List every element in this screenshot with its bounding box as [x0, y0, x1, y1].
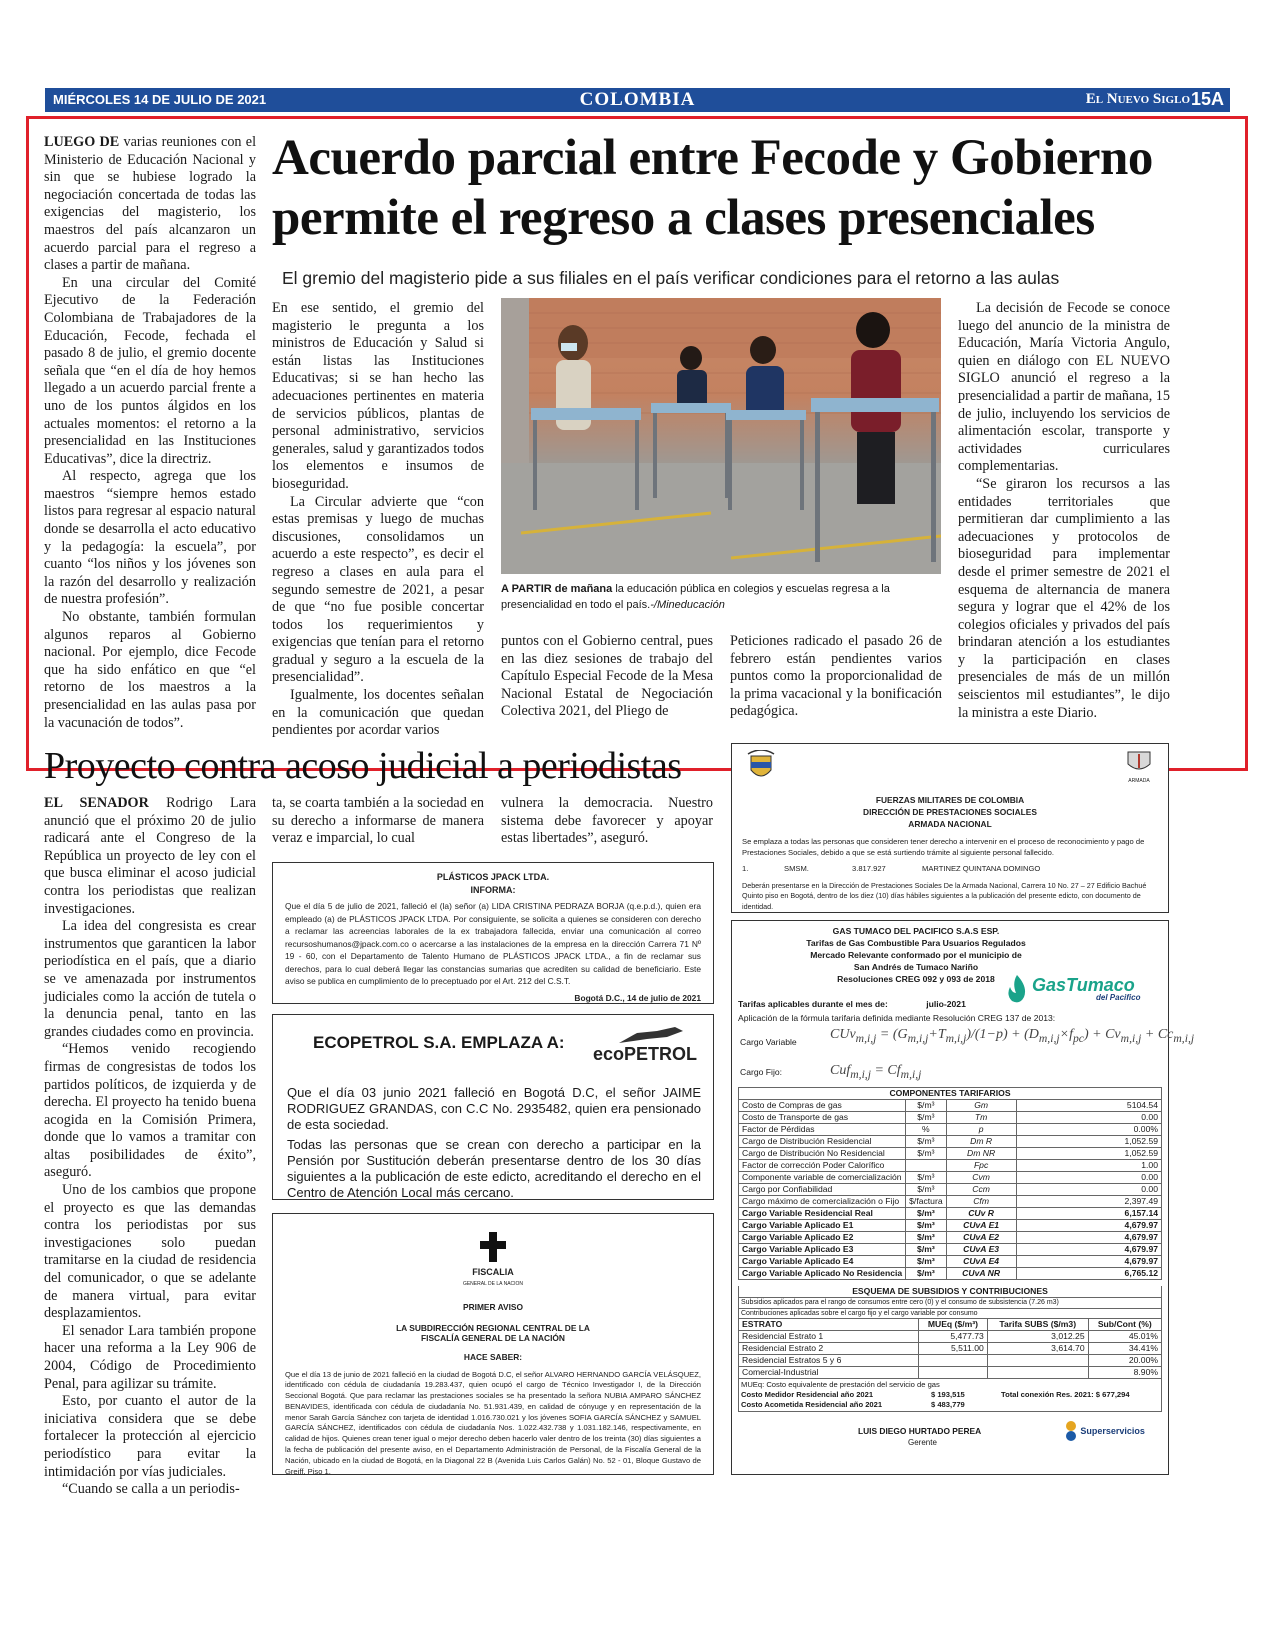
component-value: 1,052.59	[1016, 1148, 1161, 1160]
month-value: julio-2021	[926, 999, 966, 1009]
subsidy-cell: 45.01%	[1088, 1331, 1161, 1343]
armada-crest	[1122, 748, 1156, 784]
subsidy-cell	[919, 1367, 988, 1379]
component-name: Cargo de Distribución Residencial	[739, 1136, 906, 1148]
component-symbol: CUvA E2	[946, 1232, 1016, 1244]
issue-date: MIÉRCOLES 14 DE JULIO DE 2021	[53, 92, 267, 107]
paragraph: La Circular advierte que “con estas premisas y luego de muchas discusiones, consolidamos un acuerdo a este respecto”, es decir el regreso a clases en aula para el segundo semestre de 2021, a pesar de que “no fue posible concertar todos los requerimientos y exigencias que tenían para el retorno gradual y seguro a la escuela de la presencialidad”.	[272, 493, 484, 686]
lead-in: LUEGO DE	[44, 134, 120, 150]
component-row	[739, 1172, 1162, 1184]
component-name: Costo de Compras de gas	[739, 1100, 906, 1112]
photo-credit: -/Mineducación	[650, 599, 725, 611]
paragraph: “Se giraron los recursos a las entidades territoriales que permitieran dar cumplimiento a las adecuaciones y protocolos de bioseguridad para implementar desde el primer semestre de 2021 el esquema de alternancia de manera segura y lograr que el 42% de los colegios oficiales y privados del país brindaran atención a los estudiantes y la participación en clases presenciales de más de un millón seiscientos mil estudiantes”, le dijo la ministra a este Diario.	[958, 475, 1170, 721]
armada-intro: Se emplaza a todas las personas que consideren tener derecho a intervenir en el proceso de reconocimiento y pago de Prestaciones Sociales, debido a que se está surtiendo trámite al siguiente personal fallecido.	[742, 837, 1145, 857]
cost-acometida-row	[741, 1400, 1159, 1410]
subsidy-table	[738, 1318, 1162, 1379]
component-value: 6,157.14	[1016, 1208, 1161, 1220]
gas-line-2: Tarifas de Gas Combustible Para Usuarios Regulados	[806, 938, 1026, 948]
subsidy-cell	[987, 1355, 1088, 1367]
entity-line-1: LA SUBDIRECCIÓN REGIONAL CENTRAL DE LA	[396, 1323, 590, 1333]
component-name: Cargo máximo de comercialización o Fijo	[739, 1196, 906, 1208]
component-row	[739, 1244, 1162, 1256]
component-symbol: Dm NR	[946, 1148, 1016, 1160]
gas-signature	[738, 1412, 1162, 1458]
deceased-row	[742, 863, 1158, 876]
component-value: 4,679.97	[1016, 1256, 1161, 1268]
cost-block	[738, 1379, 1162, 1412]
students-illustration	[501, 298, 941, 574]
notice-body	[287, 1085, 701, 1201]
ecopetrol-wordmark: ecoPETROL	[592, 1044, 697, 1064]
paragraph: varias reuniones con el Ministerio de Educación Nacional y sin que se hubiese logrado la negociación concertada de todas las exigencias del magisterio, los maestros del país alcanzaron un acuerdo parcial para el regreso a clases a partir de mañana.	[44, 134, 257, 274]
paragraph: Todas las personas que se crean con derecho a participar en la Pensión por Sustitución deberán presentarse dentro de los 30 días siguientes a la publicación de este edicto, acreditando el derecho en el Centro de Atención Local más cercano.	[287, 1137, 701, 1200]
paragraph: Que el día 03 junio 2021 falleció en Bogotá D.C, el señor JAIME RODRIGUEZ GRANDAS, con C.C No. 2935482, quien era pensionado de esta sociedad.	[287, 1085, 701, 1132]
component-name: Cargo de Distribución No Residencial	[739, 1148, 906, 1160]
subsidy-cell: 3,012.25	[987, 1331, 1088, 1343]
component-row	[739, 1124, 1162, 1136]
fiscalia-logo	[285, 1232, 701, 1291]
paragraph: La decisión de Fecode se conoce luego del anuncio de la ministra de Educación, María Victoria Angulo, quien en diálogo con EL NUEVO SIGLO anunció el regreso a la presencialidad a partir de mañana, 15 de julio, incluyendo los servicios de alimentación escolar, transporte y actividades curriculares complementarias.	[958, 300, 1170, 475]
subsidy-cell: 34.41%	[1088, 1343, 1161, 1355]
component-unit: $/m³	[906, 1172, 946, 1184]
article1-subheadline: El gremio del magisterio pide a sus filiales en el país verificar condiciones para el retorno a las aulas	[282, 268, 1060, 288]
component-name: Cargo Variable Aplicado E4	[739, 1256, 906, 1268]
component-unit: $/m³	[906, 1100, 946, 1112]
component-value: 6,765.12	[1016, 1268, 1161, 1280]
ecopetrol-logo	[567, 1029, 697, 1065]
subsidy-cell	[987, 1367, 1088, 1379]
lead-in: EL SENADOR	[44, 795, 149, 811]
article2-headline: Proyecto contra acoso judicial a periodistas	[44, 745, 682, 787]
signer-role: Gerente	[908, 1438, 937, 1447]
component-unit: $/m³	[906, 1184, 946, 1196]
component-symbol: CUvA E3	[946, 1244, 1016, 1256]
signer-name: LUIS DIEGO HURTADO PEREA	[858, 1426, 982, 1436]
component-symbol: Cvm	[946, 1172, 1016, 1184]
page-header-bar	[45, 88, 1230, 112]
gas-line-5: Resoluciones CREG 092 y 093 de 2018	[837, 974, 995, 984]
armada-footer: Deberán presentarse en la Dirección de Prestaciones Sociales De la Armada Nacional, Carrera 10 No. 27 – 27 Edificio Bachué Quinto piso en Bogotá, dentro de los diez (10) días hábiles siguientes a la publicación del presente edicto, con documento de identidad.	[742, 880, 1147, 911]
components-table	[738, 1099, 1162, 1280]
cost-label: Costo Acometida Residencial año 2021	[741, 1400, 883, 1409]
component-value: 5104.54	[1016, 1100, 1161, 1112]
component-name: Costo de Transporte de gas	[739, 1112, 906, 1124]
notice-body: Que el día 13 de junio de 2021 falleció en la ciudad de Bogotá D.C, el señor ALVARO HERNANDO GARCÍA VELÁSQUEZ, identificado con cédula de ciudadanía 19.283.437, quien ocupó el cargo de Técnico Investigador I, de la Dirección Seccional Bogotá. Que para reclamar las prestaciones sociales se ha presentado la señora NUBIA AMPARO SÁNCHEZ BENAVIDES, identificada con cédula de ciudadanía No. 51.931.439, en calidad de cónyuge y en representación de la menor Sarah García Sánchez con tarjeta de identidad 1.016.730.021 y los jóvenes SOFIA GARCÍA SÁNCHEZ y SAMUEL GARCÍA SÁNCHEZ, identificados con cédula de ciudadanía Nos. 1.022.432.738 y 1.031.182.146, respectivamente, en calidad de hijos. Quienes crean tener igual o mejor derecho deben hacerlo valer dentro de los treinta (30) días siguientes a la fecha de publicación del presente aviso, en el Departamento Administración de Personal, de la Fiscalía General de la Nación, ubicado en la ciudad de Bogotá, en la Diagonal 22 B (Avenida Luis Carlos Galán) No. 52 - 01, Bloque Gustavo de Greiff, Piso 1.	[285, 1369, 701, 1476]
component-value: 0.00%	[1016, 1124, 1161, 1136]
row-rank: SMSM.	[784, 864, 809, 873]
superservicios-wordmark: Superservicios	[1080, 1426, 1145, 1436]
subsidy-cell: 5,477.73	[919, 1331, 988, 1343]
paragraph: Esto, por cuanto el autor de la iniciativa considera que se debe fortalecer la protección al ejercicio periodístico para evitar la intimidación por vías judiciales.	[44, 1393, 256, 1480]
subsidy-cell: 5,511.00	[919, 1343, 988, 1355]
gas-logo-main: GasTumaco	[1032, 975, 1135, 995]
subsidy-row	[739, 1367, 1162, 1379]
paragraph: “Hemos venido recogiendo firmas de congresistas de todos los partidos políticos, de izquierda y de derecha. El proyecto ha tenido buena acogida en la Comisión Primera, donde que lo vamos a tramitar con altas posibilidades de éxito”, aseguró.	[44, 1041, 256, 1181]
component-value: 4,679.97	[1016, 1232, 1161, 1244]
fiscalia-emblem-icon	[480, 1232, 506, 1262]
component-name: Cargo Variable Aplicado E3	[739, 1244, 906, 1256]
component-unit: $/m³	[906, 1112, 946, 1124]
gas-line-3: Mercado Relevante conformado por el municipio de	[810, 950, 1022, 960]
cargo-fijo-label: Cargo Fijo:	[740, 1067, 783, 1077]
formula-intro: Aplicación de la fórmula tarifaria definida mediante Resolución CREG 137 de 2013:	[738, 1013, 1056, 1023]
article1-column-1	[44, 134, 256, 732]
variable-formula: $CUv_{m,i,j} = (G_{m,i,j}+T_{m,i,j})/(1-p) + (D_{m,i,j}\times f_{pc}) + Cv_{m,i,j} + Cc_{m,i,j}$	[830, 1027, 1195, 1045]
paragraph: En una circular del Comité Ejecutivo de la Federación Colombiana de Trabajadores de la Educación, Fecode, fechada el pasado 8 de julio, el gremio docente señala que “en el día de hoy hemos llegado a un acuerdo parcial frente a uno de los puntos álgidos en los actuales momentos: el retorno a la presencialidad en las Instituciones Educativas”, dice la directriz.	[44, 274, 256, 467]
component-row	[739, 1256, 1162, 1268]
subsidy-note-1: Subsidios aplicados para el rango de consumos entre cero (0) y el consumo de subsistencia (7.26 m3)	[738, 1297, 1162, 1308]
component-value: 4,679.97	[1016, 1244, 1161, 1256]
article2-column-2	[272, 795, 484, 848]
notice-title: ECOPETROL S.A. EMPLAZA A:	[313, 1033, 565, 1052]
anchor-crest-icon	[1124, 748, 1154, 774]
fiscalia-notice	[272, 1213, 714, 1475]
paragraph: No obstante, también formulan algunos reparos al Gobierno nacional. Por ejemplo, dice Fecode que ha sido enfático en que “el retorno de los maestros a la presencialidad en las aulas pasa por la vacunación de todos”.	[44, 609, 256, 731]
armada-line-1: FUERZAS MILITARES DE COLOMBIA	[875, 795, 1025, 805]
notice-date: Bogotá D.C., 14 de julio de 2021	[574, 992, 701, 1003]
component-name: Cargo por Confiabilidad	[739, 1184, 906, 1196]
gas-line-4: San Andrés de Tumaco Nariño	[853, 962, 979, 972]
paragraph: vulnera la democracia. Nuestro sistema debe favorecer y apoyar estas libertades”, aseguró.	[501, 795, 713, 847]
component-value: 0.00	[1016, 1172, 1161, 1184]
subsidy-cell: Residencial Estrato 1	[739, 1331, 919, 1343]
hace-saber: HACE SABER:	[463, 1352, 523, 1362]
armada-line-2: DIRECCIÓN DE PRESTACIONES SOCIALES	[863, 807, 1037, 817]
component-symbol: Ccm	[946, 1184, 1016, 1196]
subsidy-title: ESQUEMA DE SUBSIDIOS Y CONTRIBUCIONES	[738, 1286, 1162, 1297]
flame-icon	[1004, 973, 1030, 1005]
cost-value: $ 483,779	[931, 1400, 965, 1409]
component-unit: $/m³	[906, 1256, 946, 1268]
fiscalia-logo-sub: GENERAL DE LA NACION	[462, 1281, 524, 1287]
component-symbol: CUvA E1	[946, 1220, 1016, 1232]
paragraph: “Cuando se calla a un periodis-	[62, 1481, 240, 1498]
caption-text: la educación pública en colegios y escuelas regresa a la presencialidad en todo el país.	[501, 583, 890, 611]
component-value: 1,052.59	[1016, 1136, 1161, 1148]
gas-tumaco-notice	[731, 920, 1195, 1475]
subsidy-cell: 20.00%	[1088, 1355, 1161, 1367]
subsidy-cell: Residencial Estratos 5 y 6	[739, 1355, 919, 1367]
paragraph: El senador Lara también propone hacer una reforma a la Ley 906 de 2004, Código de Procedimiento Penal, para agilizar su trámite.	[44, 1322, 256, 1392]
paragraph: ta, se coarta también a la sociedad en su derecho a informarse de manera veraz e imparcial, lo cual	[272, 795, 484, 847]
gas-logo-sub: del Pacifico	[1096, 993, 1141, 1002]
subsidy-header-cell: ESTRATO	[739, 1319, 919, 1331]
cost-medidor-row	[741, 1390, 1159, 1400]
formula-block	[738, 1023, 1195, 1087]
article1-column-5	[958, 300, 1170, 722]
subsidy-header-cell: Sub/Cont (%)	[1088, 1319, 1161, 1331]
subsidy-header-cell: Tarifa SUBS ($/m3)	[987, 1319, 1088, 1331]
cost-value: $ 193,515	[931, 1390, 965, 1399]
paragraph: La idea del congresista es crear instrumentos que garanticen la labor periodística en el país, que a diario se ve amenazada por instrumentos judiciales como la acción de tutela o la denuncia penal, tanto en las grandes ciudades como en provincia.	[44, 918, 256, 1040]
component-row	[739, 1232, 1162, 1244]
fixed-formula: $Cuf_{m,i,j} = Cf_{m,i,j}$	[830, 1063, 922, 1081]
ecopetrol-notice	[272, 1014, 714, 1200]
article1-headline: Acuerdo parcial entre Fecode y Gobierno permite el regreso a clases presenciales	[272, 130, 1153, 246]
component-name: Cargo Variable Aplicado E1	[739, 1220, 906, 1232]
component-name: Componente variable de comercialización	[739, 1172, 906, 1184]
newspaper-brand: El Nuevo Siglo	[1085, 91, 1190, 107]
row-id: 3.817.927	[852, 864, 886, 873]
component-unit: $/m³	[906, 1136, 946, 1148]
armada-line-3: ARMADA NACIONAL	[908, 819, 992, 829]
notice-title: PLÁSTICOS JPACK LTDA.	[436, 872, 550, 882]
component-row	[739, 1268, 1162, 1280]
article1-column-4	[730, 633, 942, 721]
paragraph: Al respecto, agrega que los maestros “siempre hemos estado listos para regresar al espacio natural donde se desarrolla el acto educativo y la pedagogía: la escuela”, por cuanto “los niños y los jóvenes son la razón del desarrollo y realización de nuestra profesión”.	[44, 468, 256, 608]
component-unit: $/m³	[906, 1220, 946, 1232]
subsidy-cell: Residencial Estrato 2	[739, 1343, 919, 1355]
component-row	[739, 1148, 1162, 1160]
subsidy-row	[739, 1331, 1162, 1343]
component-unit: %	[906, 1124, 946, 1136]
component-value: 2,397.49	[1016, 1196, 1161, 1208]
component-symbol: CUvA NR	[946, 1268, 1016, 1280]
subsidy-cell: 3,614.70	[987, 1343, 1088, 1355]
classroom-photo	[501, 298, 941, 574]
page-number: 15A	[1190, 89, 1224, 109]
subsidy-row	[739, 1355, 1162, 1367]
component-name: Cargo Variable Aplicado No Residencia	[739, 1268, 906, 1280]
component-unit: $/m³	[906, 1244, 946, 1256]
paragraph: Peticiones radicado el pasado 26 de febrero están pendientes varios puntos como la proporcionalidad de la prima vacacional y la bonificación pedagógica.	[730, 633, 942, 720]
cost-label: Costo Medidor Residencial año 2021	[741, 1390, 874, 1399]
component-row	[739, 1208, 1162, 1220]
paragraph: puntos con el Gobierno central, pues en las diez sesiones de trabajo del Capítulo Especial Fecode de la Mesa Nacional Estatal de Negociación Colectiva 2021, del Pliego de	[501, 633, 713, 720]
entity-line-2: FISCALÍA GENERAL DE LA NACIÓN	[421, 1333, 565, 1343]
article1-column-2	[272, 300, 484, 740]
subsidy-note-2: Contribuciones aplicadas sobre el cargo fijo y el cargo variable por consumo	[738, 1308, 1162, 1319]
gas-line-1: GAS TUMACO DEL PACIFICO S.A.S ESP.	[832, 926, 1000, 936]
components-title: COMPONENTES TARIFARIOS	[738, 1087, 1162, 1099]
total-conexion: Total conexión Res. 2021: $ 677,294	[1001, 1390, 1130, 1399]
armada-notice	[731, 743, 1169, 913]
component-unit: $/m³	[906, 1232, 946, 1244]
superservicios-logo	[1064, 1420, 1148, 1442]
section-title: COLOMBIA	[579, 89, 696, 110]
component-row	[739, 1184, 1162, 1196]
subsidy-cell	[919, 1355, 988, 1367]
photo-caption	[501, 581, 941, 613]
fiscalia-logo-text: FISCALIA	[472, 1266, 514, 1277]
component-symbol: CUvA E4	[946, 1256, 1016, 1268]
component-value: 1.00	[1016, 1160, 1161, 1172]
muq-note: MUEq: Costo equivalente de prestación del servicio de gas	[741, 1380, 940, 1389]
component-symbol: Tm	[946, 1112, 1016, 1124]
article2-column-1	[44, 795, 256, 1499]
component-name: Cargo Variable Residencial Real	[739, 1208, 906, 1220]
row-number: 1.	[742, 864, 749, 873]
component-symbol: CUv R	[946, 1208, 1016, 1220]
component-row	[739, 1100, 1162, 1112]
subsidy-cell: Comercial-Industrial	[739, 1367, 919, 1379]
component-unit: $/m³	[906, 1148, 946, 1160]
gas-tumaco-logo	[1004, 969, 1154, 1009]
component-row	[739, 1136, 1162, 1148]
component-symbol: Gm	[946, 1100, 1016, 1112]
paragraph: Rodrigo Lara anunció que el próximo 20 de julio radicará ante el Congreso de la República un proyecto de ley con el que busca eliminar el acoso judicial contra los periodistas que realizan investigaciones.	[44, 795, 256, 917]
armada-crest-label: ARMADA	[1128, 777, 1150, 784]
component-row	[739, 1112, 1162, 1124]
notice-subtitle: INFORMA:	[470, 884, 516, 895]
component-row	[739, 1160, 1162, 1172]
component-symbol: Fpc	[946, 1160, 1016, 1172]
caption-lead: A PARTIR de mañana	[501, 583, 613, 595]
superservicios-icon	[1064, 1420, 1078, 1442]
component-symbol: Dm R	[946, 1136, 1016, 1148]
article1-column-3	[501, 633, 713, 721]
article2-column-3	[501, 795, 713, 848]
colombia-coat-of-arms-icon	[746, 750, 776, 784]
month-label: Tarifas aplicables durante el mes de:	[738, 999, 888, 1009]
row-name: MARTINEZ QUINTANA DOMINGO	[922, 864, 1041, 873]
component-unit: $/m³	[906, 1268, 946, 1280]
jpack-notice	[272, 862, 714, 1004]
component-name: Cargo Variable Aplicado E2	[739, 1232, 906, 1244]
component-symbol: p	[946, 1124, 1016, 1136]
component-row	[739, 1196, 1162, 1208]
subsidy-cell: 8.90%	[1088, 1367, 1161, 1379]
component-symbol: Cfm	[946, 1196, 1016, 1208]
paragraph: Uno de los cambios que propone el proyecto es que las demandas contra los periodistas por sus investigaciones solo puedan tramitarse en la ciudad de residencia del comunicador, o que se adelante de manera virtual, para evitar desplazamientos.	[44, 1182, 256, 1322]
component-name: Factor de Pérdidas	[739, 1124, 906, 1136]
component-row	[739, 1220, 1162, 1232]
aviso-label: PRIMER AVISO	[462, 1301, 524, 1312]
paragraph: En ese sentido, el gremio del magisterio le pregunta a los ministros de Educación y Salud si están listas las Instituciones Educativas; si se han hecho las adecuaciones pertinentes en materia de servicios públicos, plantas de personal administrativo, servicios generales, salud y garantizados todos los elementos e insumos de bioseguridad.	[272, 300, 484, 492]
component-name: Factor de corrección Poder Calorífico	[739, 1160, 906, 1172]
component-value: 4,679.97	[1016, 1220, 1161, 1232]
component-unit: $/m³	[906, 1208, 946, 1220]
component-unit: $/factura	[906, 1196, 946, 1208]
cargo-variable-label: Cargo Variable	[740, 1037, 797, 1047]
component-value: 0.00	[1016, 1184, 1161, 1196]
component-unit	[906, 1160, 946, 1172]
component-value: 0.00	[1016, 1112, 1161, 1124]
paragraph: Igualmente, los docentes señalan en la comunicación que quedan pendientes por acordar varios	[272, 687, 484, 739]
notice-body: Que el día 5 de julio de 2021, falleció el (la) señor (a) LIDA CRISTINA PEDRAZA BORJA (q.e.p.d.), quien era empleado (a) de PLÁSTICOS JPACK LTDA. Por consiguiente, se solicita a quienes se consideren con derecho a reclamar las acreencias laborales de la ex trabajadora fallecida, enviar una comunicación al correo recursoshumanos@jpack.com.co o acercarse a las instalaciones de la empresa en la dirección Carrera 71 Nº 19 - 60, con el Departamento de Talento Humano de PLÁSTICOS JPACK LTDA., a fin de reclamar sus derechos, para lo cual deberá llegar las constancias sumarias que acrediten su calidad de beneficiario. Este aviso se publica en cumplimiento de lo preceptuado por el Art. 212 del C.S.T.	[285, 901, 701, 986]
subsidy-header-cell: MUEq ($/m³)	[919, 1319, 988, 1331]
subsidy-row	[739, 1343, 1162, 1355]
